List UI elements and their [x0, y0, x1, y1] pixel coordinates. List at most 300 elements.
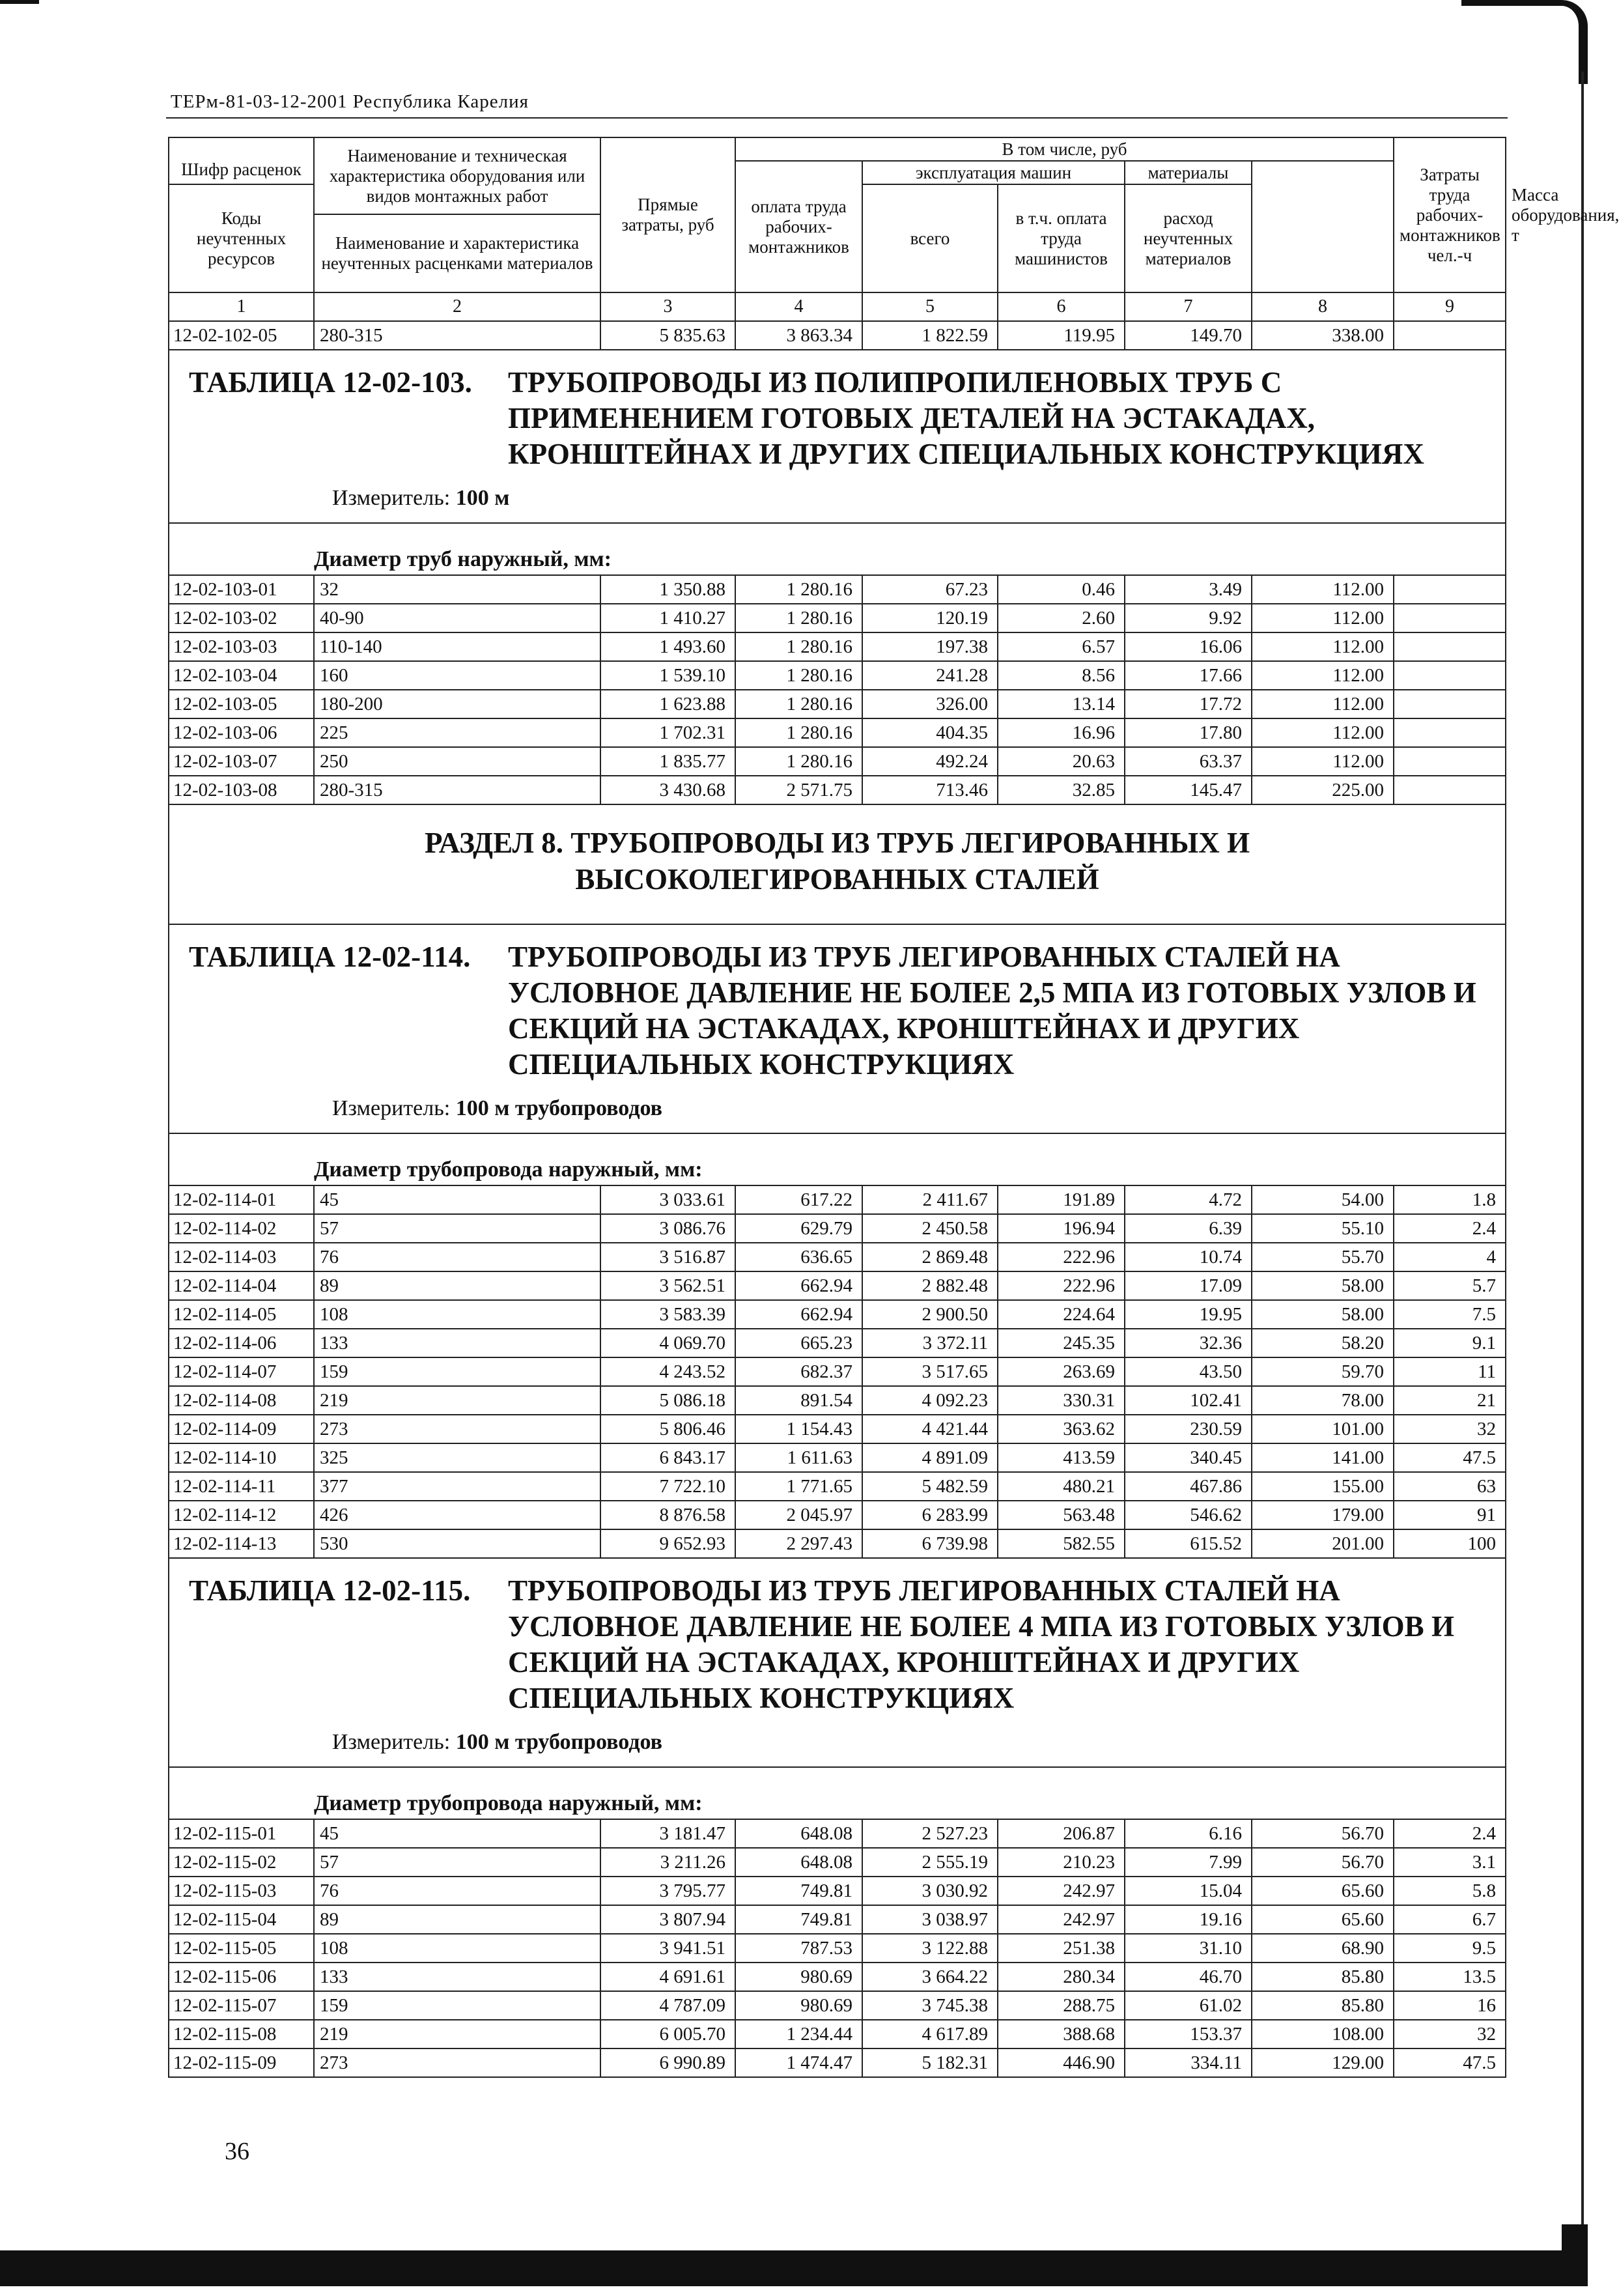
mass-cell [1394, 321, 1506, 350]
table-title-row [169, 350, 1506, 523]
diameter-cell: 110-140 [314, 632, 600, 661]
column-number: 9 [1394, 292, 1506, 321]
rate-code-cell: 12-02-115-07 [169, 1991, 314, 2020]
labor-pay-cell: 2 297.43 [735, 1529, 862, 1558]
machinists-pay-cell: 32.85 [998, 776, 1125, 804]
diameter-label: Диаметр трубопровода наружный, мм: [169, 1133, 1506, 1185]
rate-code-cell: 12-02-114-08 [169, 1386, 314, 1415]
mass-cell: 9.5 [1394, 1934, 1506, 1963]
table-title-line: СПЕЦИАЛЬНЫХ КОНСТРУКЦИЯХ [508, 1048, 1015, 1081]
rate-code-cell: 12-02-115-06 [169, 1963, 314, 1991]
table-row [169, 1443, 1506, 1472]
mass-cell: 2.4 [1394, 1214, 1506, 1243]
materials-cell: 102.41 [1125, 1386, 1252, 1415]
materials-cell: 16.06 [1125, 632, 1252, 661]
table-title-line: ТРУБОПРОВОДЫ ИЗ ПОЛИПРОПИЛЕНОВЫХ ТРУБ С [508, 366, 1282, 399]
rate-code-cell: 12-02-114-07 [169, 1357, 314, 1386]
table-row [169, 1329, 1506, 1357]
table-row [169, 690, 1506, 718]
labor-pay-cell: 1 280.16 [735, 747, 862, 776]
machines-total-cell: 2 869.48 [862, 1243, 998, 1271]
labor-pay-cell: 1 280.16 [735, 718, 862, 747]
labor-pay-cell: 629.79 [735, 1214, 862, 1243]
machinists-pay-cell: 242.97 [998, 1905, 1125, 1934]
direct-cost-cell: 7 722.10 [600, 1472, 735, 1501]
table-row [169, 1185, 1506, 1214]
machines-total-cell: 6 283.99 [862, 1501, 998, 1529]
machines-total-cell: 6 739.98 [862, 1529, 998, 1558]
document-body [168, 137, 1619, 2078]
direct-cost-cell: 1 702.31 [600, 718, 735, 747]
section-row [169, 804, 1506, 924]
materials-cell: 10.74 [1125, 1243, 1252, 1271]
table-title-line: СПЕЦИАЛЬНЫХ КОНСТРУКЦИЯХ [508, 1682, 1015, 1714]
diameter-cell: 219 [314, 2020, 600, 2048]
labor-pay-cell: 980.69 [735, 1963, 862, 1991]
mass-cell: 13.5 [1394, 1963, 1506, 1991]
direct-cost-cell: 6 843.17 [600, 1443, 735, 1472]
materials-cell: 43.50 [1125, 1357, 1252, 1386]
labor-hours-cell: 112.00 [1252, 747, 1394, 776]
machinists-pay-cell: 280.34 [998, 1963, 1125, 1991]
unit-line [332, 1090, 1485, 1126]
mass-cell: 3.1 [1394, 1848, 1506, 1877]
pricing-table: Шифр расценок Наименование и техническая характеристика оборудования или видов монтажных работ Прямые затраты, руб В том числе, руб Затраты труда рабочих-монтажников чел.-ч Масса оборудования, т оплата труда рабочих-монтажников эксплуатация машин материалы Коды неучтенных ресурсов всего в т.ч. оплата труда машинистов расход неучтенных материалов Наименование и характеристика неучтенных расценками материалов 1 2 3 4 5 6 7 8 9 12-02-102-05 280-315 5 835.63 3 863.34 1 822.59 119.95 149.70 338.00 ТАБЛИЦА 12-02-103. ТРУБОПРОВОДЫ ИЗ ПОЛИПРОПИЛЕНОВЫХ ТРУБ С ПРИМЕНЕНИЕМ ГОТОВЫХ ДЕТАЛЕЙ НА ЭСТАКАДАХ, КРОНШТЕЙНАХ И ДРУГИХ СПЕЦИАЛЬНЫХ КОНСТРУКЦИЯХ Измеритель: 100 м Диаметр труб наружный, мм: 12-02-103-01 32 1 350.88 1 280.16 67.23 0.46 3.49 112.00 12-02-103-02 40-90 1 410.27 1 280.16 120.19 2.60 9.92 112.00 12-02-103-03 110-140 1 493.60 1 280.16 197.38 6.57 16.06 112.00 12-02-103-04 160 1 539.10 1 280.16 241.28 8.56 17.66 112.00 12-02-103-05 180-200 1 623.88 1 280.16 326.00 13.14 17.72 112.00 12-02-103-06 225 1 702.31 1 280.16 404.35 16.96 17.80 112.00 12-02-103-07 250 1 835.77 1 280.16 492.24 20.63 63.37 112.00 12-02-103-08 280-315 3 430.68 2 571.75 713.46 32.85 145.47 225.00 РАЗДЕЛ 8. ТРУБОПРОВОДЫ ИЗ ТРУБ ЛЕГИРОВАННЫХ И ВЫСОКОЛЕГИРОВАННЫХ СТАЛЕЙ ТАБЛИЦА 12-02-114. ТРУБОПРОВОДЫ ИЗ ТРУБ ЛЕГИРОВАННЫХ СТАЛЕЙ НА УСЛОВНОЕ ДАВЛЕНИЕ НЕ БОЛЕЕ 2,5 МПА ИЗ ГОТОВЫХ УЗЛОВ И СЕКЦИЙ НА ЭСТАКАДАХ, КРОНШТЕЙНАХ И ДРУГИХ СПЕЦИАЛЬНЫХ КОНСТРУКЦИЯХ Измеритель: 100 м трубопроводов Диаметр трубопровода наружный, мм: 12-02-114-01 45 3 033.61 617.22 2 411.67 191.89 4.72 54.00 1.8 12-02-114-02 57 3 086.76 629.79 2 450.58 196.94 6.39 55.10 2.4 12-02-114-03 76 3 516.87 636.65 2 869.48 222.96 10.74 55.70 4 12-02-114-04 89 3 562.51 662.94 2 882.48 222.96 17.09 58.00 5.7 12-02-114-05 108 3 583.39 662.94 2 900.50 224.64 19.95 58.00 7.5 12-02-114-06 133 4 069.70 665.23 3 372.11 245.35 32.36 58.20 9.1 12-02-114-07 159 4 243.52 682.37 3 517.65 263.69 43.50 59.70 11 12-02-114-08 219 5 086.18 891.54 4 092.23 330.31 102.41 78.00 21 12-02-114-09 273 5 806.46 1 154.43 4 421.44 363.62 230.59 101.00 32 12-02-114-10 325 6 843.17 1 611.63 4 891.09 413.59 340.45 141.00 47.5 12-02-114-11 377 7 722.10 1 771.65 5 482.59 480.21 467.86 155.00 63 12-02-114-12 426 8 876.58 2 045.97 6 283.99 563.48 546.62 179.00 91 12-02-114-13 530 9 652.93 2 297.43 6 739.98 582.55 615.52 201.00 100 ТАБЛИЦА 12-02-115. ТРУБОПРОВОДЫ ИЗ ТРУБ ЛЕГИРОВАННЫХ СТАЛЕЙ НА УСЛОВНОЕ ДАВЛЕНИЕ НЕ БОЛЕЕ 4 МПА ИЗ ГОТОВЫХ УЗЛОВ И СЕКЦИЙ НА ЭСТАКАДАХ, КРОНШТЕЙНАХ И ДРУГИХ СПЕЦИАЛЬНЫХ КОНСТРУКЦИЯХ Измеритель: 100 м трубопроводов Диаметр трубопровода наружный, мм: 12-02-115-01 45 3 181.47 648.08 2 527.23 206.87 6.16 56.70 2.4 12-02-115-02 57 3 211.26 648.08 2 555.19 210.23 7.99 56.70 3.1 12-02-115-03 76 3 795.77 749.81 3 030.92 242.97 15.04 65.60 5.8 12-02-115-04 89 3 807.94 749.81 3 038.97 242.97 19.16 65.60 6.7 12-02-115-05 108 3 941.51 787.53 3 122.88 251.38 31.10 68.90 9.5 12-02-115-06 133 4 691.61 980.69 3 664.22 280.34 46.70 85.80 13.5 12-02-115-07 159 4 787.09 980.69 3 745.38 288.75 61.02 85.80 16 12-02-115-08 219 6 005.70 1 234.44 4 617.89 388.68 153.37 108.00 32 12-02-115-09 273 6 990.89 1 474.47 5 182.31 446.90 334.11 129.00 47.5 [168, 137, 1506, 2078]
column-number: 4 [735, 292, 862, 321]
labor-pay-cell: 749.81 [735, 1877, 862, 1905]
table-row [169, 604, 1506, 632]
rate-code-cell: 12-02-114-03 [169, 1243, 314, 1271]
diameter-cell: 76 [314, 1243, 600, 1271]
materials-cell: 17.66 [1125, 661, 1252, 690]
direct-cost-cell: 4 787.09 [600, 1991, 735, 2020]
table-row [169, 1472, 1506, 1501]
rate-code-cell: 12-02-114-02 [169, 1214, 314, 1243]
materials-cell: 4.72 [1125, 1185, 1252, 1214]
diameter-cell: 57 [314, 1214, 600, 1243]
direct-cost-cell: 3 583.39 [600, 1300, 735, 1329]
labor-hours-cell: 179.00 [1252, 1501, 1394, 1529]
diameter-cell: 325 [314, 1443, 600, 1472]
scan-artifact-right-edge [1581, 72, 1584, 2247]
direct-cost-cell: 4 243.52 [600, 1357, 735, 1386]
labor-pay-cell: 662.94 [735, 1300, 862, 1329]
machines-total-cell: 4 092.23 [862, 1386, 998, 1415]
direct-cost-cell: 3 516.87 [600, 1243, 735, 1271]
section-title-line: ВЫСОКОЛЕГИРОВАННЫХ СТАЛЕЙ [575, 863, 1099, 896]
mass-cell: 4 [1394, 1243, 1506, 1271]
header-name-bottom: Наименование и характеристика неучтенных расценками материалов [314, 214, 600, 292]
unit-label: Измеритель: [332, 1096, 451, 1120]
machines-total-cell: 4 421.44 [862, 1415, 998, 1443]
diameter-cell: 280-315 [314, 776, 600, 804]
mass-cell [1394, 776, 1506, 804]
mass-cell: 32 [1394, 2020, 1506, 2048]
column-number: 6 [998, 292, 1125, 321]
machines-total-cell: 120.19 [862, 604, 998, 632]
machinists-pay-cell: 263.69 [998, 1357, 1125, 1386]
labor-hours-cell: 54.00 [1252, 1185, 1394, 1214]
machinists-pay-cell: 363.62 [998, 1415, 1125, 1443]
direct-cost-cell: 6 005.70 [600, 2020, 735, 2048]
mass-cell: 16 [1394, 1991, 1506, 2020]
column-number: 3 [600, 292, 735, 321]
table-row [169, 2020, 1506, 2048]
table-row [169, 1529, 1506, 1558]
diameter-cell: 250 [314, 747, 600, 776]
labor-pay-cell: 2 045.97 [735, 1501, 862, 1529]
labor-pay-cell: 1 280.16 [735, 575, 862, 604]
unit-value: 100 м трубопроводов [455, 1730, 663, 1754]
machinists-pay-cell: 480.21 [998, 1472, 1125, 1501]
table-row [169, 1501, 1506, 1529]
materials-cell: 334.11 [1125, 2048, 1252, 2077]
header-direct: Прямые затраты, руб [600, 137, 735, 292]
diameter-cell: 219 [314, 1386, 600, 1415]
labor-hours-cell: 155.00 [1252, 1472, 1394, 1501]
labor-pay-cell: 1 280.16 [735, 632, 862, 661]
header-machines: эксплуатация машин [862, 161, 1125, 184]
diameter-cell: 108 [314, 1934, 600, 1963]
machines-total-cell: 5 482.59 [862, 1472, 998, 1501]
machinists-pay-cell: 2.60 [998, 604, 1125, 632]
machinists-pay-cell: 224.64 [998, 1300, 1125, 1329]
labor-hours-cell: 129.00 [1252, 2048, 1394, 2077]
machinists-pay-cell: 206.87 [998, 1819, 1125, 1848]
table-row [169, 1848, 1506, 1877]
labor-pay-cell: 749.81 [735, 1905, 862, 1934]
mass-cell: 11 [1394, 1357, 1506, 1386]
machinists-pay-cell: 388.68 [998, 2020, 1125, 2048]
header-labor-pay: оплата труда рабочих-монтажников [735, 161, 862, 292]
materials-cell: 3.49 [1125, 575, 1252, 604]
diameter-label: Диаметр труб наружный, мм: [169, 523, 1506, 575]
header-machines-total: всего [862, 184, 998, 292]
table-row [169, 1271, 1506, 1300]
table-title-line: УСЛОВНОЕ ДАВЛЕНИЕ НЕ БОЛЕЕ 2,5 МПА ИЗ ГОТОВЫХ УЗЛОВ И [508, 976, 1476, 1009]
materials-cell: 149.70 [1125, 321, 1252, 350]
direct-cost-cell: 9 652.93 [600, 1529, 735, 1558]
labor-hours-cell: 58.20 [1252, 1329, 1394, 1357]
direct-cost-cell: 3 181.47 [600, 1819, 735, 1848]
diameter-row [169, 523, 1506, 575]
table-row [169, 2048, 1506, 2077]
direct-cost-cell: 3 562.51 [600, 1271, 735, 1300]
machines-total-cell: 3 517.65 [862, 1357, 998, 1386]
direct-cost-cell: 3 430.68 [600, 776, 735, 804]
scan-artifact-top-left [0, 0, 39, 18]
labor-hours-cell: 112.00 [1252, 632, 1394, 661]
table-row [169, 1357, 1506, 1386]
table-row [169, 747, 1506, 776]
labor-hours-cell: 56.70 [1252, 1819, 1394, 1848]
labor-hours-cell: 85.80 [1252, 1991, 1394, 2020]
rate-code-cell: 12-02-103-01 [169, 575, 314, 604]
mass-cell: 47.5 [1394, 2048, 1506, 2077]
machinists-pay-cell: 6.57 [998, 632, 1125, 661]
direct-cost-cell: 1 493.60 [600, 632, 735, 661]
machinists-pay-cell: 222.96 [998, 1243, 1125, 1271]
diameter-cell: 160 [314, 661, 600, 690]
header-including: В том числе, руб [735, 137, 1394, 161]
table-row [169, 321, 1506, 350]
diameter-cell: 159 [314, 1991, 600, 2020]
labor-pay-cell: 980.69 [735, 1991, 862, 2020]
column-number: 5 [862, 292, 998, 321]
machinists-pay-cell: 8.56 [998, 661, 1125, 690]
unit-label: Измеритель: [332, 1730, 451, 1754]
machines-total-cell: 197.38 [862, 632, 998, 661]
table-number: ТАБЛИЦА 12-02-114. [189, 941, 471, 973]
mass-cell: 21 [1394, 1386, 1506, 1415]
machines-total-cell: 2 882.48 [862, 1271, 998, 1300]
rate-code-cell: 12-02-115-01 [169, 1819, 314, 1848]
diameter-cell: 180-200 [314, 690, 600, 718]
labor-pay-cell: 1 234.44 [735, 2020, 862, 2048]
materials-cell: 19.16 [1125, 1905, 1252, 1934]
machines-total-cell: 3 030.92 [862, 1877, 998, 1905]
materials-cell: 230.59 [1125, 1415, 1252, 1443]
materials-cell: 615.52 [1125, 1529, 1252, 1558]
labor-pay-cell: 636.65 [735, 1243, 862, 1271]
mass-cell: 47.5 [1394, 1443, 1506, 1472]
direct-cost-cell: 3 086.76 [600, 1214, 735, 1243]
materials-cell: 145.47 [1125, 776, 1252, 804]
page-number: 36 [225, 2138, 249, 2165]
table-row [169, 661, 1506, 690]
table-row [169, 1991, 1506, 2020]
rate-code-cell: 12-02-103-05 [169, 690, 314, 718]
column-number: 8 [1252, 292, 1394, 321]
diameter-cell: 45 [314, 1819, 600, 1848]
unit-line [332, 1724, 1485, 1760]
machines-total-cell: 1 822.59 [862, 321, 998, 350]
machines-total-cell: 2 527.23 [862, 1819, 998, 1848]
labor-pay-cell: 1 280.16 [735, 690, 862, 718]
diameter-cell: 133 [314, 1963, 600, 1991]
scan-artifact-bottom-bar [0, 2250, 1588, 2286]
machines-total-cell: 326.00 [862, 690, 998, 718]
machines-total-cell: 3 664.22 [862, 1963, 998, 1991]
mass-cell: 6.7 [1394, 1905, 1506, 1934]
diameter-cell: 273 [314, 2048, 600, 2077]
diameter-cell: 76 [314, 1877, 600, 1905]
diameter-cell: 32 [314, 575, 600, 604]
materials-cell: 61.02 [1125, 1991, 1252, 2020]
rate-code-cell: 12-02-103-03 [169, 632, 314, 661]
machines-total-cell: 3 038.97 [862, 1905, 998, 1934]
table-title-line: КРОНШТЕЙНАХ И ДРУГИХ СПЕЦИАЛЬНЫХ КОНСТРУКЦИЯХ [508, 438, 1424, 470]
materials-cell: 19.95 [1125, 1300, 1252, 1329]
direct-cost-cell: 1 835.77 [600, 747, 735, 776]
machinists-pay-cell: 251.38 [998, 1934, 1125, 1963]
labor-pay-cell: 1 154.43 [735, 1415, 862, 1443]
labor-hours-cell: 85.80 [1252, 1963, 1394, 1991]
labor-hours-cell: 59.70 [1252, 1357, 1394, 1386]
table-row [169, 632, 1506, 661]
rate-code-cell: 12-02-115-04 [169, 1905, 314, 1934]
mass-cell: 100 [1394, 1529, 1506, 1558]
materials-cell: 9.92 [1125, 604, 1252, 632]
direct-cost-cell: 3 807.94 [600, 1905, 735, 1934]
diameter-cell: 89 [314, 1271, 600, 1300]
machines-total-cell: 3 372.11 [862, 1329, 998, 1357]
labor-hours-cell: 112.00 [1252, 690, 1394, 718]
table-row [169, 575, 1506, 604]
machinists-pay-cell: 222.96 [998, 1271, 1125, 1300]
table-row [169, 1934, 1506, 1963]
direct-cost-cell: 3 941.51 [600, 1934, 735, 1963]
machines-total-cell: 404.35 [862, 718, 998, 747]
unit-value: 100 м трубопроводов [455, 1096, 663, 1120]
labor-hours-cell: 55.10 [1252, 1214, 1394, 1243]
column-number: 2 [314, 292, 600, 321]
diameter-cell: 108 [314, 1300, 600, 1329]
table-title [169, 1558, 1506, 1767]
machinists-pay-cell: 16.96 [998, 718, 1125, 747]
labor-hours-cell: 68.90 [1252, 1934, 1394, 1963]
mass-cell [1394, 747, 1506, 776]
rate-code-cell: 12-02-114-12 [169, 1501, 314, 1529]
rate-code-cell: 12-02-103-06 [169, 718, 314, 747]
materials-cell: 15.04 [1125, 1877, 1252, 1905]
machines-total-cell: 2 411.67 [862, 1185, 998, 1214]
machines-total-cell: 2 900.50 [862, 1300, 998, 1329]
labor-pay-cell: 1 474.47 [735, 2048, 862, 2077]
labor-hours-cell: 112.00 [1252, 661, 1394, 690]
mass-cell: 1.8 [1394, 1185, 1506, 1214]
table-row [169, 1386, 1506, 1415]
labor-hours-cell: 112.00 [1252, 718, 1394, 747]
machines-total-cell: 67.23 [862, 575, 998, 604]
table-title [169, 924, 1506, 1133]
machinists-pay-cell: 242.97 [998, 1877, 1125, 1905]
table-row [169, 1214, 1506, 1243]
labor-hours-cell: 112.00 [1252, 604, 1394, 632]
table-title-row [169, 924, 1506, 1133]
table-number: ТАБЛИЦА 12-02-103. [189, 366, 472, 399]
labor-hours-cell: 65.60 [1252, 1905, 1394, 1934]
rate-code-cell: 12-02-114-05 [169, 1300, 314, 1329]
header-name-top: Наименование и техническая характеристика оборудования или видов монтажных работ [314, 137, 600, 214]
rate-code-cell: 12-02-102-05 [169, 321, 314, 350]
table-title-line: ПРИМЕНЕНИЕМ ГОТОВЫХ ДЕТАЛЕЙ НА ЭСТАКАДАХ, [508, 402, 1316, 434]
labor-hours-cell: 112.00 [1252, 575, 1394, 604]
table-row [169, 1415, 1506, 1443]
table-title [169, 350, 1506, 523]
materials-cell: 467.86 [1125, 1472, 1252, 1501]
header-code-bottom: Коды неучтенных ресурсов [169, 184, 314, 292]
table-row [169, 1905, 1506, 1934]
rate-code-cell: 12-02-103-04 [169, 661, 314, 690]
machines-total-cell: 492.24 [862, 747, 998, 776]
rate-code-cell: 12-02-103-07 [169, 747, 314, 776]
diameter-cell: 40-90 [314, 604, 600, 632]
unit-line [332, 480, 1485, 516]
labor-pay-cell: 682.37 [735, 1357, 862, 1386]
machines-total-cell: 241.28 [862, 661, 998, 690]
rate-code-cell: 12-02-115-08 [169, 2020, 314, 2048]
diameter-cell: 377 [314, 1472, 600, 1501]
rate-code-cell: 12-02-114-13 [169, 1529, 314, 1558]
direct-cost-cell: 5 806.46 [600, 1415, 735, 1443]
materials-cell: 32.36 [1125, 1329, 1252, 1357]
labor-hours-cell: 65.60 [1252, 1877, 1394, 1905]
mass-cell [1394, 661, 1506, 690]
unit-value: 100 м [455, 486, 510, 510]
machinists-pay-cell: 119.95 [998, 321, 1125, 350]
labor-pay-cell: 617.22 [735, 1185, 862, 1214]
labor-pay-cell: 2 571.75 [735, 776, 862, 804]
machinists-pay-cell: 196.94 [998, 1214, 1125, 1243]
materials-cell: 31.10 [1125, 1934, 1252, 1963]
labor-pay-cell: 662.94 [735, 1271, 862, 1300]
machinists-pay-cell: 0.46 [998, 575, 1125, 604]
diameter-cell: 426 [314, 1501, 600, 1529]
materials-cell: 7.99 [1125, 1848, 1252, 1877]
table-title-row [169, 1558, 1506, 1767]
table-title-line: СЕКЦИЙ НА ЭСТАКАДАХ, КРОНШТЕЙНАХ И ДРУГИХ [508, 1012, 1300, 1045]
mass-cell: 63 [1394, 1472, 1506, 1501]
labor-hours-cell: 225.00 [1252, 776, 1394, 804]
header-materials: материалы [1125, 161, 1252, 184]
machines-total-cell: 4 891.09 [862, 1443, 998, 1472]
direct-cost-cell: 5 835.63 [600, 321, 735, 350]
machinists-pay-cell: 210.23 [998, 1848, 1125, 1877]
materials-cell: 17.09 [1125, 1271, 1252, 1300]
direct-cost-cell: 1 539.10 [600, 661, 735, 690]
table-row [169, 1963, 1506, 1991]
diameter-cell: 89 [314, 1905, 600, 1934]
materials-cell: 153.37 [1125, 2020, 1252, 2048]
machinists-pay-cell: 582.55 [998, 1529, 1125, 1558]
table-number: ТАБЛИЦА 12-02-115. [189, 1574, 471, 1607]
machinists-pay-cell: 245.35 [998, 1329, 1125, 1357]
direct-cost-cell: 3 795.77 [600, 1877, 735, 1905]
page-header: ТЕРм-81-03-12-2001 Республика Карелия [171, 91, 529, 112]
labor-hours-cell: 55.70 [1252, 1243, 1394, 1271]
table-title-line: ТРУБОПРОВОДЫ ИЗ ТРУБ ЛЕГИРОВАННЫХ СТАЛЕЙ НА [508, 941, 1340, 973]
diameter-cell: 273 [314, 1415, 600, 1443]
table-row [169, 1819, 1506, 1848]
table-title-line: УСЛОВНОЕ ДАВЛЕНИЕ НЕ БОЛЕЕ 4 МПА ИЗ ГОТОВЫХ УЗЛОВ И [508, 1610, 1454, 1643]
labor-hours-cell: 338.00 [1252, 321, 1394, 350]
column-number-row [169, 292, 1506, 321]
diameter-cell: 57 [314, 1848, 600, 1877]
diameter-cell: 45 [314, 1185, 600, 1214]
mass-cell [1394, 718, 1506, 747]
mass-cell: 32 [1394, 1415, 1506, 1443]
mass-cell [1394, 575, 1506, 604]
diameter-row [169, 1133, 1506, 1185]
labor-hours-cell: 108.00 [1252, 2020, 1394, 2048]
table-title-line: СЕКЦИЙ НА ЭСТАКАДАХ, КРОНШТЕЙНАХ И ДРУГИХ [508, 1646, 1300, 1679]
rate-code-cell: 12-02-114-10 [169, 1443, 314, 1472]
direct-cost-cell: 1 410.27 [600, 604, 735, 632]
materials-cell: 46.70 [1125, 1963, 1252, 1991]
labor-hours-cell: 56.70 [1252, 1848, 1394, 1877]
section-title [169, 804, 1506, 924]
machinists-pay-cell: 563.48 [998, 1501, 1125, 1529]
machinists-pay-cell: 413.59 [998, 1443, 1125, 1472]
column-number: 1 [169, 292, 314, 321]
mass-cell: 9.1 [1394, 1329, 1506, 1357]
unit-label: Измеритель: [332, 486, 451, 510]
machinists-pay-cell: 191.89 [998, 1185, 1125, 1214]
rate-code-cell: 12-02-114-09 [169, 1415, 314, 1443]
table-row [169, 718, 1506, 747]
mass-cell: 7.5 [1394, 1300, 1506, 1329]
